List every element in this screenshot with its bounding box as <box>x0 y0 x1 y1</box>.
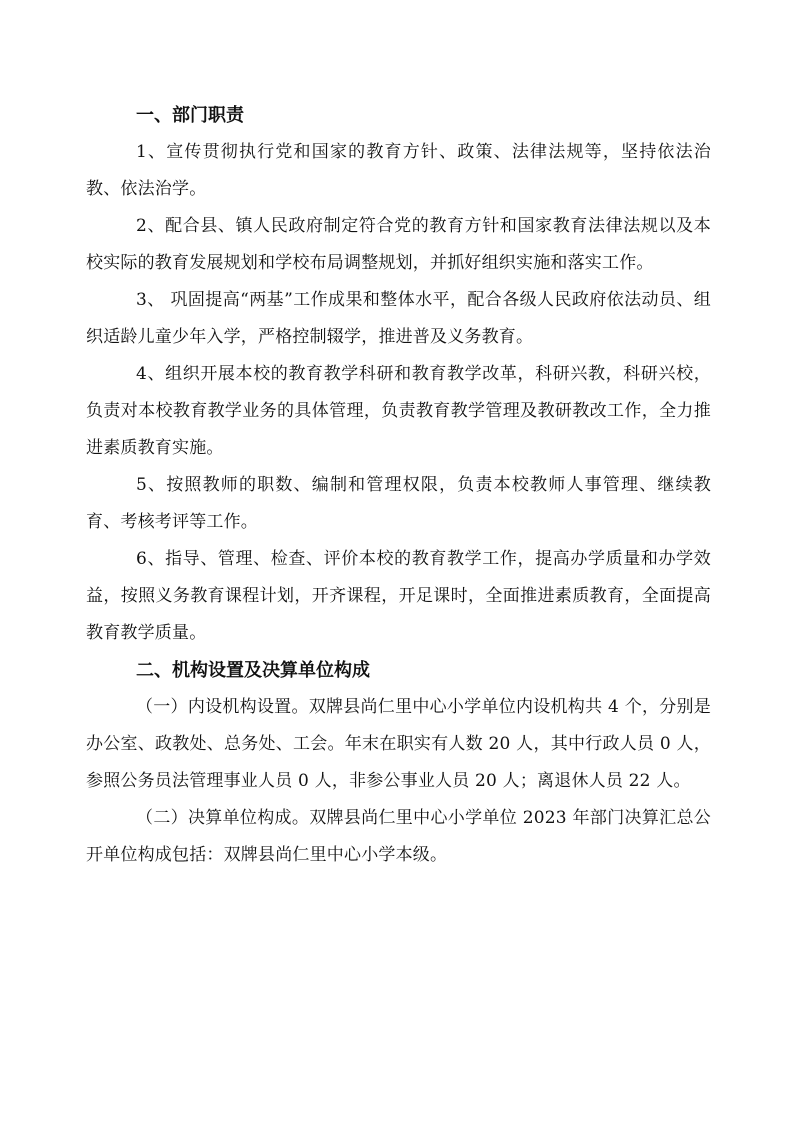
duty-paragraph-2: 2、配合县、镇人民政府制定符合党的教育方针和国家教育法律法规以及本校实际的教育发展规划和学校布局调整规划，并抓好组织实施和落实工作。 <box>86 216 711 273</box>
duty-paragraph-4: 4、组织开展本校的教育教学科研和教育教学改革，科研兴教，科研兴校，负责对本校教育教学业务的具体管理，负责教育教学管理及教研教改工作，全力推进素质教育实施。 <box>86 364 711 458</box>
duty-paragraph-5: 5、按照教师的职数、编制和管理权限，负责本校教师人事管理、继续教育、考核考评等工作。 <box>86 475 711 532</box>
duty-paragraph-1: 1、宣传贯彻执行党和国家的教育方针、政策、法律法规等，坚持依法治教、依法治学。 <box>86 142 711 199</box>
internal-structure-paragraph: （一）内设机构设置。双牌县尚仁里中心小学单位内设机构共 4 个，分别是办公室、政教处、总务处、工会。年末在职实有人数 20 人，其中行政人员 0 人，参照公务员法管理事业人员 0 人，非参公事业人员 20 人；离退休人员 22 人。 <box>86 697 711 791</box>
final-accounts-unit-paragraph: （二）决算单位构成。双牌县尚仁里中心小学单位 2023 年部门决算汇总公开单位构成包括：双牌县尚仁里中心小学本级。 <box>86 808 711 865</box>
duty-paragraph-3: 3、 巩固提高“两基”工作成果和整体水平，配合各级人民政府依法动员、组织适龄儿童少年入学，严格控制辍学，推进普及义务教育。 <box>86 290 711 347</box>
section-heading-organization: 二、机构设置及决算单位构成 <box>136 660 370 681</box>
document-page <box>86 97 711 874</box>
duty-paragraph-6: 6、指导、管理、检查、评价本校的教育教学工作，提高办学质量和办学效益，按照义务教育课程计划，开齐课程，开足课时，全面推进素质教育，全面提高教育教学质量。 <box>86 549 711 643</box>
section-heading-department-duties: 一、部门职责 <box>136 105 244 126</box>
